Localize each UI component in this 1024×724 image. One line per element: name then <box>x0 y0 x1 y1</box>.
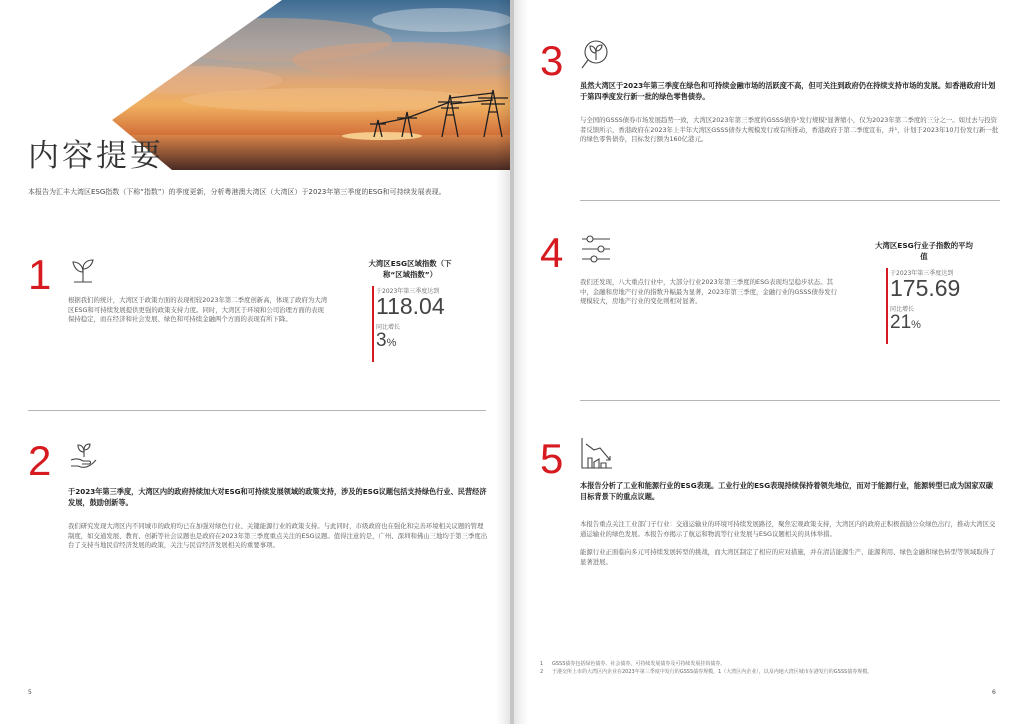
section-5-lead: 本报告分析了工业和能源行业的ESG表现。工业行业的ESG表现持续保持着领先地位，而对于能源行业，能源转型已成为国家双碳目标背景下的重点议题。 <box>580 481 993 501</box>
stat-accent-bar <box>372 286 374 362</box>
page-title: 内容提要 <box>28 138 164 174</box>
stat-change-value: 21% <box>890 312 921 333</box>
section-5-number: 5 <box>540 435 564 482</box>
footnote-item: 2 于港交所上市的大湾区内企业在2023年第三季度中发行的GSSS债券规模，1（大湾区内企业），以及内地大湾区城市在港发行的GSSS债券规模。 <box>540 669 873 675</box>
stat-title: 大湾区ESG区域指数（下称“区域指数”） <box>368 259 452 279</box>
sprout-icon <box>68 254 98 288</box>
section-divider <box>28 410 486 411</box>
stat-label: 于2023年第三季度达到 <box>376 288 440 295</box>
intro-paragraph: 本报告为汇丰大湾区ESG指数（下称“指数”）的季度更新，分析粤港澳大湾区（大湾区）于2023年第三季度的ESG和可持续发展表现。 <box>28 188 446 196</box>
left-page <box>0 0 510 724</box>
section-1-number: 1 <box>28 251 52 298</box>
plant-in-hand-icon <box>68 440 98 474</box>
right-page <box>514 0 1024 724</box>
section-1-body: 根据我们的统计，大湾区于政策方面的表现相较2023年第二季度创新高，体现了政府为大湾区ESG和可持续发展提供更强的政策支持力度。同时，大湾区于环境和公司治理方面的表现保持稳定，而在经济和社会发展、绿色和可持续金融两个方面的表现有所下降。 <box>68 296 328 323</box>
stat-change-value: 3% <box>376 330 397 351</box>
footnotes <box>540 660 980 676</box>
page-number-left: 5 <box>28 689 32 696</box>
factory-declining-chart-icon <box>580 436 614 474</box>
industry-index-stat <box>874 240 974 350</box>
section-5-body-1: 本报告重点关注工业部门子行业：交通运输业的环境可持续发展路径，聚焦宏观政策支持，大湾区内的政府正积极鼓励公众绿色出行，推动大湾区交通运输业的绿色发展。本报告亦揭示了航运和物流等行业发展与ESG议题相关的具体举措。 <box>580 520 996 538</box>
regional-index-stat <box>360 258 460 368</box>
section-2-number: 2 <box>28 437 52 484</box>
stat-change-label: 同比增长 <box>890 306 915 313</box>
page-number-right: 6 <box>992 689 996 696</box>
section-2-lead: 于2023年第三季度，大湾区内的政府持续加大对ESG和可持续发展领域的政策支持，涉及的ESG议题包括支持绿色行业、民营经济发展，鼓励创新等。 <box>68 487 487 507</box>
section-3-number: 3 <box>540 37 564 84</box>
cover-photo-sunset <box>112 0 510 170</box>
stat-change-label: 同比增长 <box>376 324 401 331</box>
plant-magnifier-icon <box>580 38 614 76</box>
stat-label: 于2023年第三季度达到 <box>890 270 954 277</box>
section-2-body: 我们研究发现大湾区内不同城市的政府均已在加强对绿色行业、关键能源行业的政策支持。与此同时，市级政府也在强化和完善环境相关议题的管理制度，如交通发展、教育、创新等社会议题也是政府在2023年第三季度重点关注的ESG议题。值得注意的是，广州、深圳和佛山三地均于第三季度出台了支持当地民营经济发展的政策，关注与民营经济发展相关的重要事项。 <box>68 522 488 549</box>
section-3-lead: 虽然大湾区于2023年第三季度在绿色和可持续金融市场的活跃度不高，但可关注到政府仍在持续支持市场的发展。如香港政府计划于第四季度发行新一批的绿色零售债券。 <box>580 81 996 101</box>
stat-value: 175.69 <box>890 275 961 301</box>
stat-title: 大湾区ESG行业子指数的平均值 <box>875 241 973 261</box>
section-4-number: 4 <box>540 229 564 276</box>
section-4-body: 我们还发现，八大重点行业中，大部分行业2023年第三季度的ESG表现均呈稳步状态。其中，金融和房地产行业的指数升幅最为显著，2023年第三季度，金融行业的GSSS债券发行规模较大，房地产行业的变化则相对显著。 <box>580 278 838 305</box>
section-divider <box>580 400 1000 401</box>
stat-accent-bar <box>886 268 888 344</box>
section-5-body-2: 能源行业正面临向多元可持续发展转型的挑战，而大湾区制定了相应的应对措施，并在清洁能源生产、能源利用、绿色金融和绿色转型等领域取得了显著进展。 <box>580 548 996 566</box>
footnote-item: 1 GSSS债券包括绿色债券、社会债券、可持续发展债券及可持续发展挂钩债券。 <box>540 661 726 667</box>
sliders-icon <box>580 234 612 268</box>
section-divider <box>580 200 1000 201</box>
section-3-body: 与全国的GSSS债券市场发展趋势一致，大湾区2023年第三季度的GSSS债券¹发行规模¹显著缩小，仅为2023年第二季度的三分之一。如过去与投资者反馈所示，香港政府在2023年上半年大湾区GSSS债券大规模发行或有所推动，香港政府于第二季度宣布，并¹，计划于2023年10月份发行新一批的绿色零售债券，目标发行额为160亿港元。 <box>580 116 999 143</box>
stat-value: 118.04 <box>376 293 445 319</box>
